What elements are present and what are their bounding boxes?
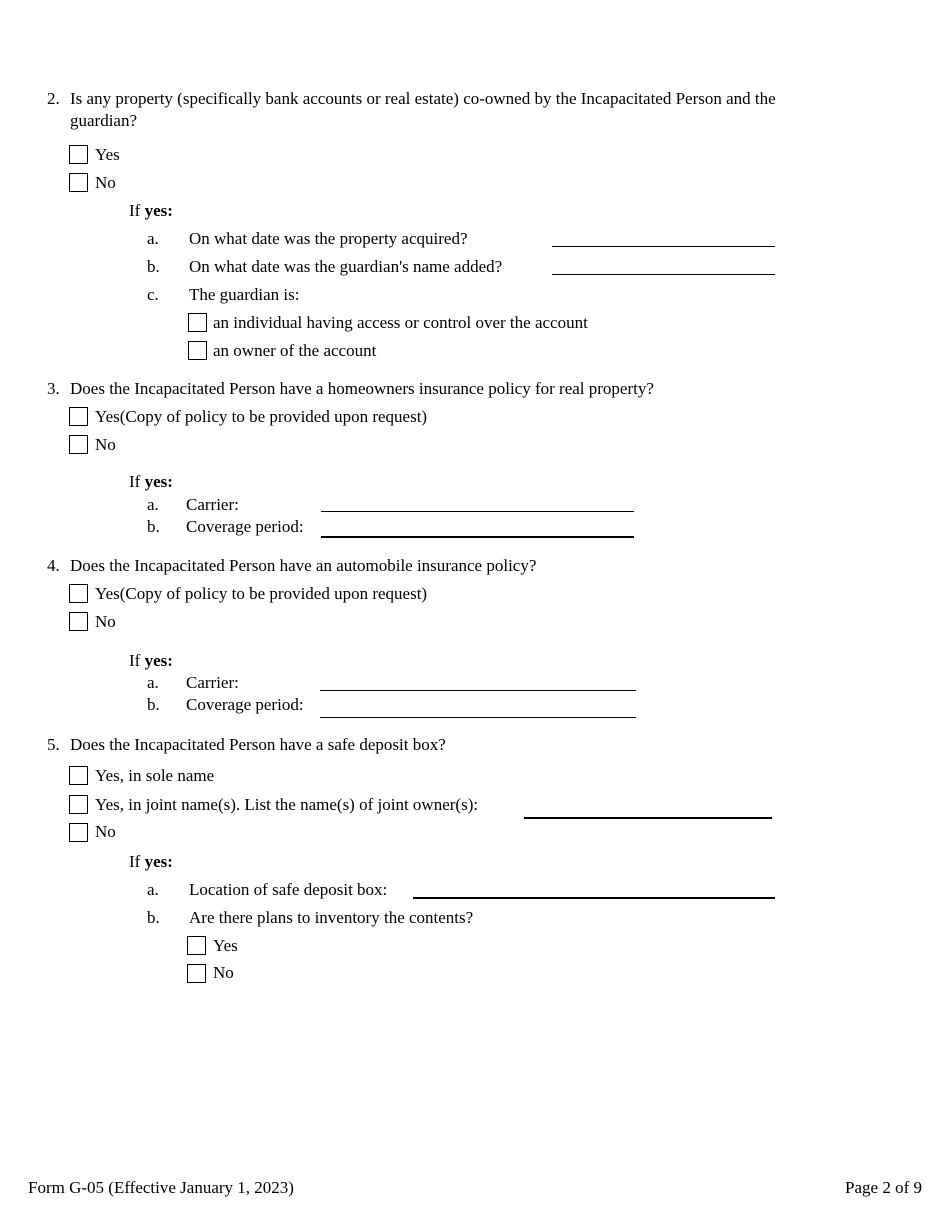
q2-acquired-date-field[interactable] [552,246,775,247]
q2-yes-label: Yes [95,145,120,164]
q3-if-yes-heading: If yes: [129,472,173,491]
q2-c-owner-label: an owner of the account [213,341,377,360]
q2-no-label: No [95,173,116,192]
q5-sole-checkbox[interactable] [69,766,88,785]
q2-question-line1: Is any property (specifically bank accounts or real estate) co-owned by the Incapacitated Person and the [70,89,776,108]
q5-no-checkbox[interactable] [69,823,88,842]
q3-no-checkbox[interactable] [69,435,88,454]
q3-yes-label: Yes(Copy of policy to be provided upon request) [95,407,428,426]
q2-c-owner-checkbox[interactable] [188,341,207,360]
q3-coverage-label: Coverage period: [186,517,304,536]
q3-yes-checkbox[interactable] [69,407,88,426]
q5-inventory-yes-checkbox[interactable] [187,936,206,955]
q5-location-label: Location of safe deposit box: [189,880,388,899]
footer-form-id: Form G-05 (Effective January 1, 2023) [28,1178,294,1197]
q5-number: 5. [47,735,60,754]
q4-question: Does the Incapacitated Person have an automobile insurance policy? [70,556,537,575]
q5-sole-label: Yes, in sole name [95,766,215,785]
q4-coverage-field[interactable] [320,717,636,718]
footer-page-number: Page 2 of 9 [845,1178,922,1197]
q3-a-letter: a. [147,495,159,514]
q3-b-letter: b. [147,517,160,536]
q5-a-letter: a. [147,880,159,899]
q5-joint-label: Yes, in joint name(s). List the name(s) of joint owner(s): [95,795,479,814]
q2-b-question: On what date was the guardian's name added? [189,257,503,276]
q4-number: 4. [47,556,60,575]
q2-a-letter: a. [147,229,159,248]
q4-if-yes-heading: If yes: [129,651,173,670]
q4-carrier-label: Carrier: [186,673,239,692]
q2-no-checkbox[interactable] [69,173,88,192]
q5-joint-owners-field[interactable] [524,817,772,819]
q2-question-line2: guardian? [70,111,138,130]
q3-coverage-field[interactable] [321,536,634,538]
q5-inventory-no-checkbox[interactable] [187,964,206,983]
q4-coverage-label: Coverage period: [186,695,304,714]
q4-no-label: No [95,612,116,631]
q2-a-question: On what date was the property acquired? [189,229,468,248]
q5-inventory-no-label: No [213,963,234,982]
q4-yes-checkbox[interactable] [69,584,88,603]
q3-number: 3. [47,379,60,398]
q2-number: 2. [47,89,60,108]
q4-a-letter: a. [147,673,159,692]
q5-b-letter: b. [147,908,160,927]
q2-name-added-date-field[interactable] [552,274,775,275]
q3-carrier-field[interactable] [321,511,634,512]
q4-carrier-field[interactable] [320,690,636,691]
q2-yes-checkbox[interactable] [69,145,88,164]
q4-b-letter: b. [147,695,160,714]
q2-c-letter: c. [147,285,159,304]
q3-no-label: No [95,435,116,454]
q5-joint-checkbox[interactable] [69,795,88,814]
q2-c-question: The guardian is: [189,285,300,304]
q2-b-letter: b. [147,257,160,276]
q5-location-field[interactable] [413,897,775,899]
q4-yes-label: Yes(Copy of policy to be provided upon request) [95,584,428,603]
q5-inventory-question: Are there plans to inventory the contents? [189,908,474,927]
q5-no-label: No [95,822,116,841]
q3-carrier-label: Carrier: [186,495,239,514]
q2-c-access-checkbox[interactable] [188,313,207,332]
q5-if-yes-heading: If yes: [129,852,173,871]
q2-if-yes-heading: If yes: [129,201,173,220]
q4-no-checkbox[interactable] [69,612,88,631]
q2-c-access-label: an individual having access or control over the account [213,313,588,332]
q5-question: Does the Incapacitated Person have a safe deposit box? [70,735,446,754]
q3-question: Does the Incapacitated Person have a homeowners insurance policy for real property? [70,379,654,398]
q5-inventory-yes-label: Yes [213,936,238,955]
